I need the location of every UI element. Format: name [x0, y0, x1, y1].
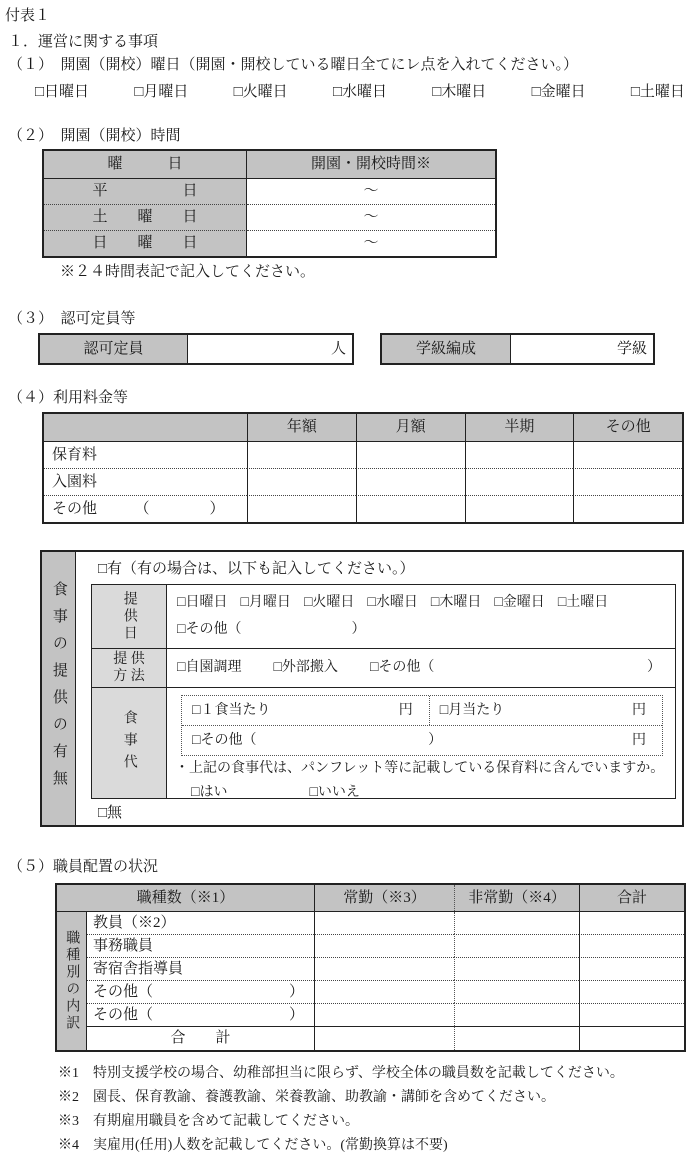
- staff-count-cell[interactable]: [579, 1003, 684, 1026]
- meal-provision-body: [76, 552, 682, 825]
- staffing-body: [57, 911, 684, 1050]
- yen-unit: 円: [632, 733, 646, 748]
- fee-input-cell[interactable]: [465, 468, 574, 495]
- table-row: [44, 495, 682, 522]
- fee-input-cell[interactable]: [356, 468, 465, 495]
- fee-input-cell[interactable]: [247, 468, 356, 495]
- staff-count-cell[interactable]: [579, 957, 684, 980]
- staff-count-cell[interactable]: [454, 980, 579, 1003]
- s3-heading: （３） 認可定員等: [8, 310, 136, 327]
- fee-other-row: [182, 725, 662, 755]
- provide-days-row: [92, 585, 675, 648]
- fee-input-cell[interactable]: [465, 441, 574, 468]
- checkbox-no[interactable]: □いいえ: [309, 784, 360, 800]
- page-title: 付表１: [5, 8, 51, 24]
- checkbox-open-sunday[interactable]: □日曜日: [35, 84, 90, 101]
- footnote-1: ※1 特別支援学校の場合、幼稚部担当に限らず、学校全体の職員数を記載してください。: [58, 1065, 624, 1081]
- col-header-other: その他: [573, 414, 682, 441]
- class-organization-box: [380, 333, 655, 365]
- class-organization-input[interactable]: 学級: [616, 341, 647, 358]
- checkbox-per-month[interactable]: □月当たり: [439, 703, 505, 718]
- col-header-time: 開園・開校時間※: [247, 151, 495, 178]
- table-row: [87, 934, 684, 957]
- operations-heading: １．運営に関する事項: [8, 33, 159, 50]
- footnotes: [58, 1062, 689, 1158]
- provide-method-row: [92, 648, 675, 687]
- provide-days-header: [92, 585, 167, 648]
- staffing-table: [55, 883, 686, 1052]
- checkbox-yes[interactable]: □はい: [191, 784, 228, 800]
- approved-capacity-label: 認可定員: [40, 335, 188, 363]
- fee-included-answers: [167, 778, 675, 805]
- staffing-side-header: [57, 912, 87, 1050]
- staffing-side-label: 職種別の内訳: [64, 929, 80, 1032]
- total-row: [87, 1026, 684, 1050]
- checkbox-own-kitchen[interactable]: □自園調理: [177, 660, 242, 675]
- checkbox-meal-wednesday[interactable]: □水曜日: [367, 595, 418, 610]
- checkbox-meal-monday[interactable]: □月曜日: [240, 595, 291, 610]
- fee-input-cell[interactable]: [465, 495, 574, 522]
- checkbox-meal-other-day[interactable]: □その他（: [177, 622, 242, 637]
- row-label-teachers: 教員（※2）: [93, 914, 176, 931]
- table-row: [44, 204, 495, 230]
- fee-input-cell[interactable]: [573, 441, 682, 468]
- fee-input-cell[interactable]: [573, 495, 682, 522]
- sunday-hours-cell[interactable]: ～: [247, 230, 495, 256]
- checkbox-meal-yes[interactable]: □有（有の場合は、以下も記入してください。）: [98, 561, 415, 577]
- checkbox-open-thursday[interactable]: □木曜日: [432, 84, 487, 101]
- col-header-annual: 年額: [247, 414, 356, 441]
- class-organization-label: 学級編成: [382, 335, 511, 363]
- staff-count-cell[interactable]: [579, 1026, 684, 1050]
- footnote-2: ※2 園長、保育教諭、養護教諭、栄養教諭、助教諭・講師を含めてください。: [58, 1089, 555, 1105]
- fee-input-cell[interactable]: [247, 441, 356, 468]
- row-label-weekday: 平 日: [44, 178, 247, 204]
- opening-hours-header: [44, 151, 495, 178]
- s4-heading: （４）利用料金等: [8, 390, 129, 407]
- footnote-3: ※3 有期雇用職員を含めて記載してください。: [58, 1113, 359, 1129]
- row-label-other-2: その他（ ）: [87, 1003, 314, 1026]
- fee-input-cell[interactable]: [356, 441, 465, 468]
- meal-fee-box: [181, 695, 663, 756]
- table-row: [87, 912, 684, 934]
- staff-count-cell[interactable]: [314, 1003, 454, 1026]
- checkbox-open-monday[interactable]: □月曜日: [134, 84, 189, 101]
- staff-count-cell[interactable]: [454, 912, 579, 934]
- opening-hours-table: [42, 149, 497, 258]
- close-paren: ）: [428, 733, 443, 748]
- fees-table: [42, 412, 684, 524]
- provide-method-header: [92, 649, 167, 687]
- corner-cell: [44, 414, 247, 441]
- staffing-rows: [87, 912, 684, 1050]
- provide-days-other: [167, 616, 675, 648]
- meal-fee-label: 食事代: [121, 710, 137, 776]
- provide-days-label: 提供日: [121, 591, 137, 642]
- checkbox-open-saturday[interactable]: □土曜日: [630, 84, 685, 101]
- staff-count-cell[interactable]: [579, 934, 684, 957]
- hours-note: ※２４時間表記で記入してください。: [60, 263, 316, 280]
- staff-count-cell[interactable]: [314, 980, 454, 1003]
- checkbox-open-wednesday[interactable]: □水曜日: [332, 84, 387, 101]
- meal-fee-top-row: [182, 696, 662, 725]
- checkbox-outside-delivery[interactable]: □外部搬入: [273, 660, 338, 675]
- col-header-fulltime: 常勤（※3）: [314, 885, 454, 911]
- col-header-halfyear: 半期: [465, 414, 574, 441]
- saturday-hours-cell[interactable]: ～: [247, 204, 495, 230]
- yen-unit: 円: [398, 703, 413, 718]
- staff-count-cell[interactable]: [314, 934, 454, 957]
- fee-included-question: ・上記の食事代は、パンフレット等に記載している保育料に含んでいますか。: [175, 761, 665, 776]
- row-label-total: 合 計: [87, 1026, 314, 1050]
- provide-days-checkboxes: [167, 585, 675, 616]
- meal-provision-table: [40, 550, 684, 827]
- open-days-checkbox-row: [35, 83, 685, 102]
- staff-count-cell[interactable]: [314, 1026, 454, 1050]
- row-label-office-staff: 事務職員: [87, 934, 314, 957]
- checkbox-method-other[interactable]: □その他（: [369, 660, 435, 675]
- checkbox-open-tuesday[interactable]: □火曜日: [233, 84, 288, 101]
- table-row: [44, 441, 682, 468]
- staff-count-cell[interactable]: [454, 1026, 579, 1050]
- checkbox-meal-sunday[interactable]: □日曜日: [177, 595, 228, 610]
- col-header-monthly: 月額: [356, 414, 465, 441]
- approved-capacity-box: [38, 333, 354, 365]
- footnote-4: ※4 実雇用(任用)人数を記載してください。(常勤換算は不要): [58, 1137, 448, 1153]
- close-paren: ）: [647, 660, 661, 675]
- checkbox-meal-no[interactable]: □無: [98, 805, 123, 821]
- s2-heading: （２） 開園（開校）時間: [8, 128, 181, 144]
- staff-count-cell[interactable]: [454, 957, 579, 980]
- approved-capacity-input[interactable]: 人: [330, 341, 346, 358]
- checkbox-meal-thursday[interactable]: □木曜日: [430, 595, 482, 610]
- fee-input-cell[interactable]: [356, 495, 465, 522]
- staff-count-cell[interactable]: [454, 934, 579, 957]
- staff-count-cell[interactable]: [579, 980, 684, 1003]
- checkbox-meal-friday[interactable]: □金曜日: [494, 595, 545, 610]
- checkbox-meal-saturday[interactable]: □土曜日: [557, 595, 609, 610]
- row-label-other-1: その他（ ）: [87, 980, 314, 1003]
- row-label-other-fee: その他 （ ）: [44, 495, 247, 522]
- capacity-row: [38, 333, 689, 365]
- weekday-hours-cell[interactable]: ～: [247, 178, 495, 204]
- checkbox-per-meal[interactable]: □１食当たり: [192, 703, 271, 718]
- close-paren: ）: [351, 622, 366, 637]
- per-month-cell: [430, 696, 662, 725]
- row-label-entrance-fee: 入園料: [44, 468, 247, 495]
- s5-heading: （５）職員配置の状況: [8, 859, 159, 875]
- table-row: [44, 230, 495, 256]
- checkbox-fee-other[interactable]: □その他（: [192, 733, 257, 748]
- s1-heading: （１） 開園（開校）曜日（開園・開校している曜日全てにレ点を入れてください。）: [8, 56, 579, 73]
- meal-fee-row: [92, 687, 675, 798]
- col-header-day: 曜 日: [44, 151, 247, 178]
- row-label-sunday: 日 曜 日: [44, 230, 247, 256]
- row-label-dorm-instructors: 寄宿舎指導員: [87, 957, 314, 980]
- col-header-total: 合計: [579, 885, 684, 911]
- meal-fee-content: [167, 688, 675, 798]
- staff-count-cell[interactable]: [314, 912, 454, 934]
- col-header-parttime: 非常勤（※4）: [454, 885, 579, 911]
- table-row: [87, 957, 684, 980]
- table-row: [87, 1003, 684, 1026]
- provide-days-content: [167, 585, 675, 648]
- fees-header-row: [44, 414, 682, 441]
- checkbox-meal-tuesday[interactable]: □火曜日: [303, 595, 355, 610]
- staff-count-cell[interactable]: [314, 957, 454, 980]
- provide-method-content: [167, 649, 675, 687]
- checkbox-open-friday[interactable]: □金曜日: [531, 84, 586, 101]
- per-meal-cell: [182, 696, 430, 725]
- meal-fee-header: [92, 688, 167, 798]
- fee-input-cell[interactable]: [573, 468, 682, 495]
- col-header-job-type: 職種数（※1）: [57, 885, 314, 911]
- row-label-childcare-fee: 保育料: [44, 441, 247, 468]
- staff-count-cell[interactable]: [579, 912, 684, 934]
- provide-method-label: 提 供 方 法: [113, 651, 145, 684]
- staff-count-cell[interactable]: [454, 1003, 579, 1026]
- meal-details-table: [91, 584, 676, 799]
- yen-unit: 円: [632, 703, 646, 718]
- table-row: [87, 980, 684, 1003]
- meal-provision-side-header: [42, 552, 76, 825]
- fee-input-cell[interactable]: [247, 495, 356, 522]
- staffing-header-row: [57, 885, 684, 911]
- table-row: [44, 178, 495, 204]
- table-row: [44, 468, 682, 495]
- meal-provision-side-label: 食事の提供の有無: [50, 580, 67, 797]
- row-label-saturday: 土 曜 日: [44, 204, 247, 230]
